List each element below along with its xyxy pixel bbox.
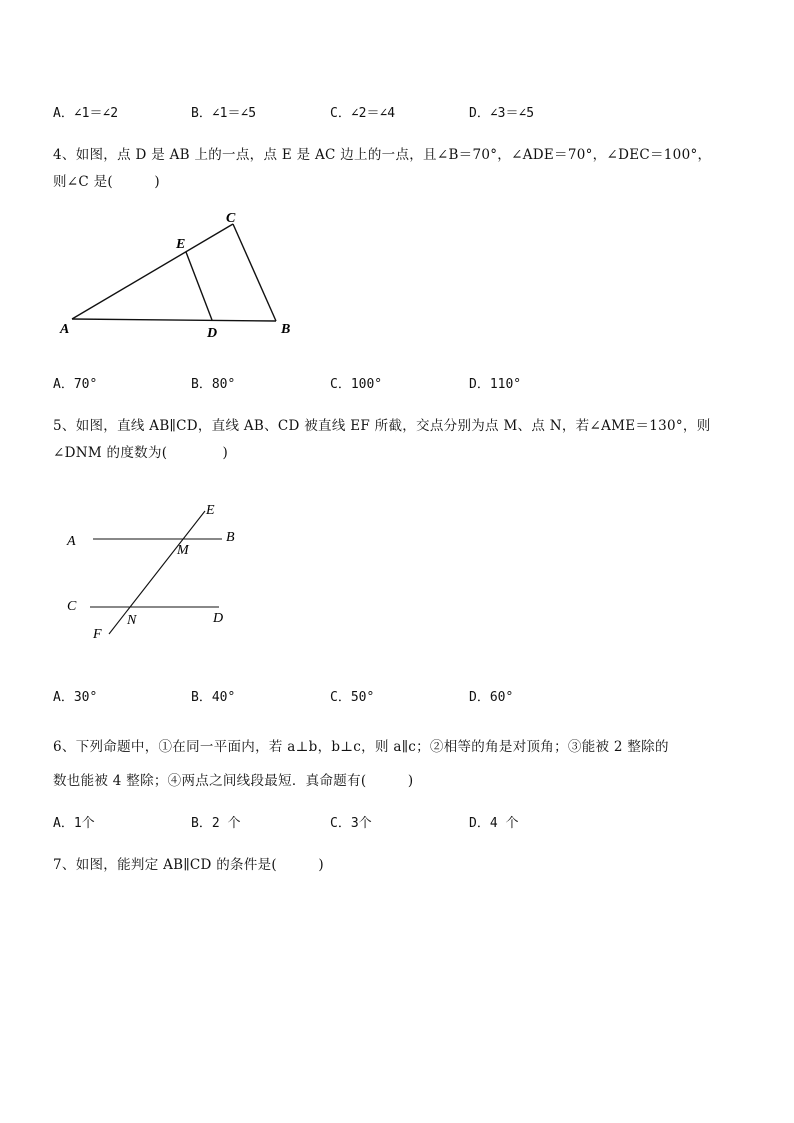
q4-option-d: D．110° bbox=[469, 377, 522, 392]
q5-label-m: M bbox=[177, 543, 189, 558]
q6-option-b: B．2 个 bbox=[191, 816, 241, 831]
q4-segment-ab bbox=[72, 319, 276, 321]
q5-label-e: E bbox=[206, 503, 215, 518]
q5-option-c: C．50° bbox=[330, 690, 375, 705]
q5-question-line1: 5、如图，直线 AB∥CD，直线 AB、CD 被直线 EF 所截，交点分别为点 M、点 N，若∠AME＝130°，则 bbox=[53, 418, 711, 434]
q6-question-line2: 数也能被 4 整除；④两点之间线段最短．真命题有( ) bbox=[53, 773, 414, 789]
q6-option-a: A．1个 bbox=[53, 816, 95, 831]
q5-question-line2: ∠DNM 的度数为( ) bbox=[53, 445, 229, 461]
q5-label-c: C bbox=[67, 599, 77, 614]
q6-option-d: D．4 个 bbox=[469, 816, 519, 831]
q5-option-a: A．30° bbox=[53, 690, 98, 705]
q4-question-line2: 则∠C 是( ) bbox=[53, 174, 160, 190]
q4-option-a: A．70° bbox=[53, 377, 98, 392]
q5-label-f: F bbox=[93, 627, 102, 642]
q3-option-c: C．∠2＝∠4 bbox=[330, 106, 396, 121]
q4-option-b: B．80° bbox=[191, 377, 236, 392]
q5-option-b: B．40° bbox=[191, 690, 236, 705]
q5-line-ef bbox=[109, 511, 205, 634]
q3-option-b: B．∠1＝∠5 bbox=[191, 106, 257, 121]
q4-option-c: C．100° bbox=[330, 377, 383, 392]
q5-label-a: A bbox=[67, 534, 76, 549]
q4-label-e: E bbox=[176, 237, 186, 252]
q4-label-b: B bbox=[281, 322, 291, 337]
q4-segment-de bbox=[186, 252, 212, 320]
q4-segment-bc bbox=[233, 224, 276, 321]
q4-label-d: D bbox=[207, 326, 218, 341]
q6-question-line1: 6、下列命题中，①在同一平面内，若 a⊥b，b⊥c，则 a∥c；②相等的角是对顶角；③能被 2 整除的 bbox=[53, 739, 669, 755]
q5-option-d: D．60° bbox=[469, 690, 514, 705]
q3-option-a: A．∠1＝∠2 bbox=[53, 106, 119, 121]
q5-label-n: N bbox=[127, 613, 137, 628]
q6-option-c: C．3个 bbox=[330, 816, 372, 831]
q4-segment-ac bbox=[72, 224, 233, 319]
q5-label-b: B bbox=[226, 530, 235, 545]
q4-label-a: A bbox=[60, 322, 70, 337]
q5-label-d: D bbox=[213, 611, 224, 626]
q3-option-d: D．∠3＝∠5 bbox=[469, 106, 535, 121]
q4-label-c: C bbox=[226, 211, 236, 226]
q7-question-line1: 7、如图，能判定 AB∥CD 的条件是( ) bbox=[53, 857, 324, 873]
q4-question-line1: 4、如图，点 D 是 AB 上的一点，点 E 是 AC 边上的一点，且∠B＝70°，∠ADE＝70°，∠DEC＝100°， bbox=[53, 147, 712, 163]
